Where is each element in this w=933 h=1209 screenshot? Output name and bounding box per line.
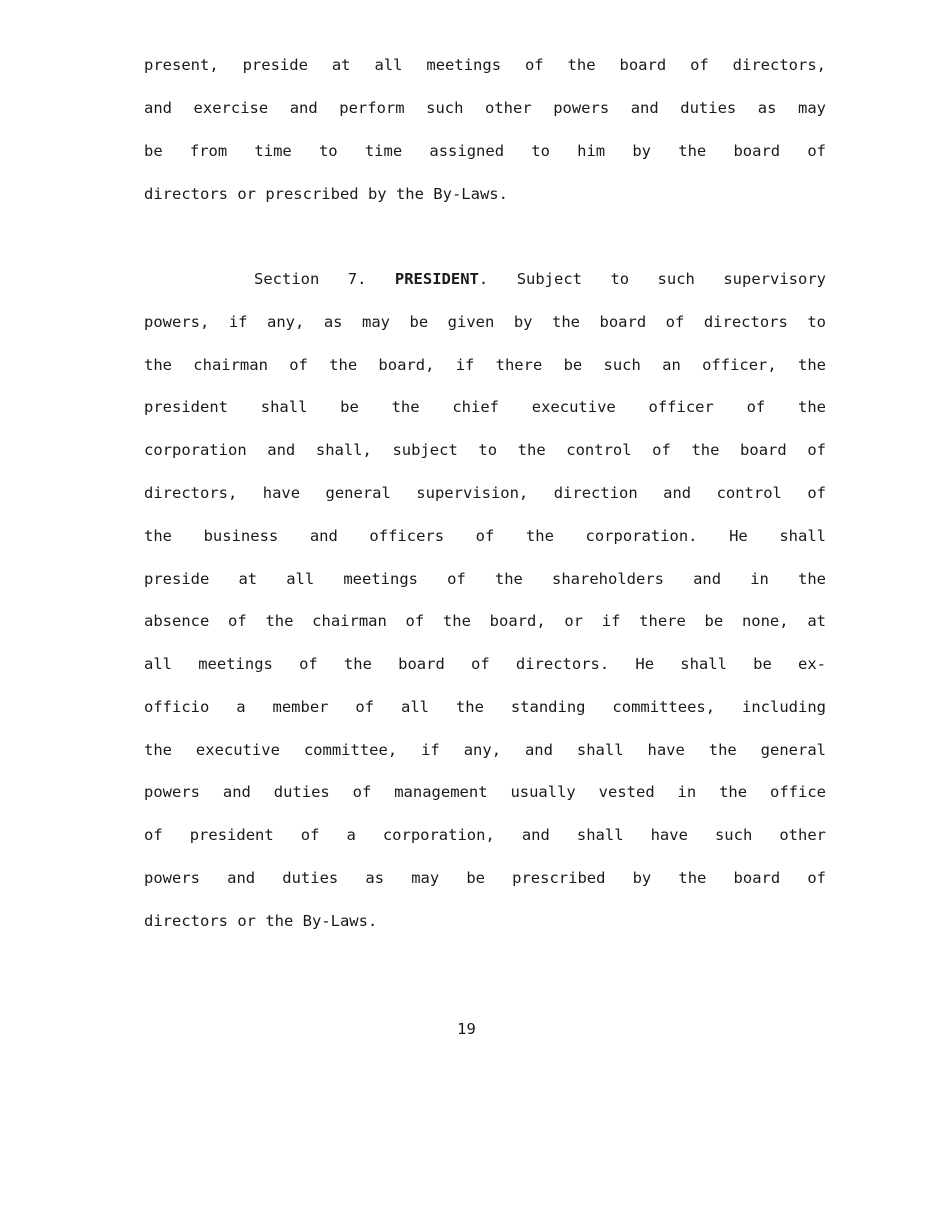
section-7-line-11: the executive committee, if any, and shall have the general xyxy=(144,741,826,759)
section-7-line-2: the chairman of the board, if there be such an officer, the xyxy=(144,356,826,374)
carryover-line-4: directors or prescribed by the By-Laws. xyxy=(144,185,508,203)
section-7-line-13: of president of a corporation, and shall have such other xyxy=(144,826,826,844)
section-number: Section 7. xyxy=(254,270,367,288)
section-7-line-10: officio a member of all the standing committees, including xyxy=(144,698,826,716)
section-7-line-9: all meetings of the board of directors. He shall be ex- xyxy=(144,655,826,673)
section-7-line-5: directors, have general supervision, direction and control of xyxy=(144,484,826,502)
section-7-line-8: absence of the chairman of the board, or if there be none, at xyxy=(144,612,826,630)
carryover-line-3: be from time to time assigned to him by the board of xyxy=(144,142,826,160)
section-7-line-3: president shall be the chief executive officer of the xyxy=(144,398,826,416)
page-number: 19 xyxy=(457,1020,476,1038)
carryover-line-2: and exercise and perform such other powers and duties as may xyxy=(144,99,826,117)
section-7-line-7: preside at all meetings of the shareholders and in the xyxy=(144,570,826,588)
section-7-line-1: powers, if any, as may be given by the board of directors to xyxy=(144,313,826,331)
section-7-line-15: directors or the By-Laws. xyxy=(144,912,378,930)
section-7-line-12: powers and duties of management usually vested in the office xyxy=(144,783,826,801)
section-7-line-6: the business and officers of the corporation. He shall xyxy=(144,527,826,545)
section-7-line-14: powers and duties as may be prescribed by the board of xyxy=(144,869,826,887)
section-7-line-4: corporation and shall, subject to the control of the board of xyxy=(144,441,826,459)
section-7-heading-line xyxy=(254,269,826,289)
section-title: PRESIDENT. xyxy=(394,270,489,288)
section-intro-text: Subject to such supervisory xyxy=(516,270,826,288)
carryover-line-1: present, preside at all meetings of the board of directors, xyxy=(144,56,826,74)
